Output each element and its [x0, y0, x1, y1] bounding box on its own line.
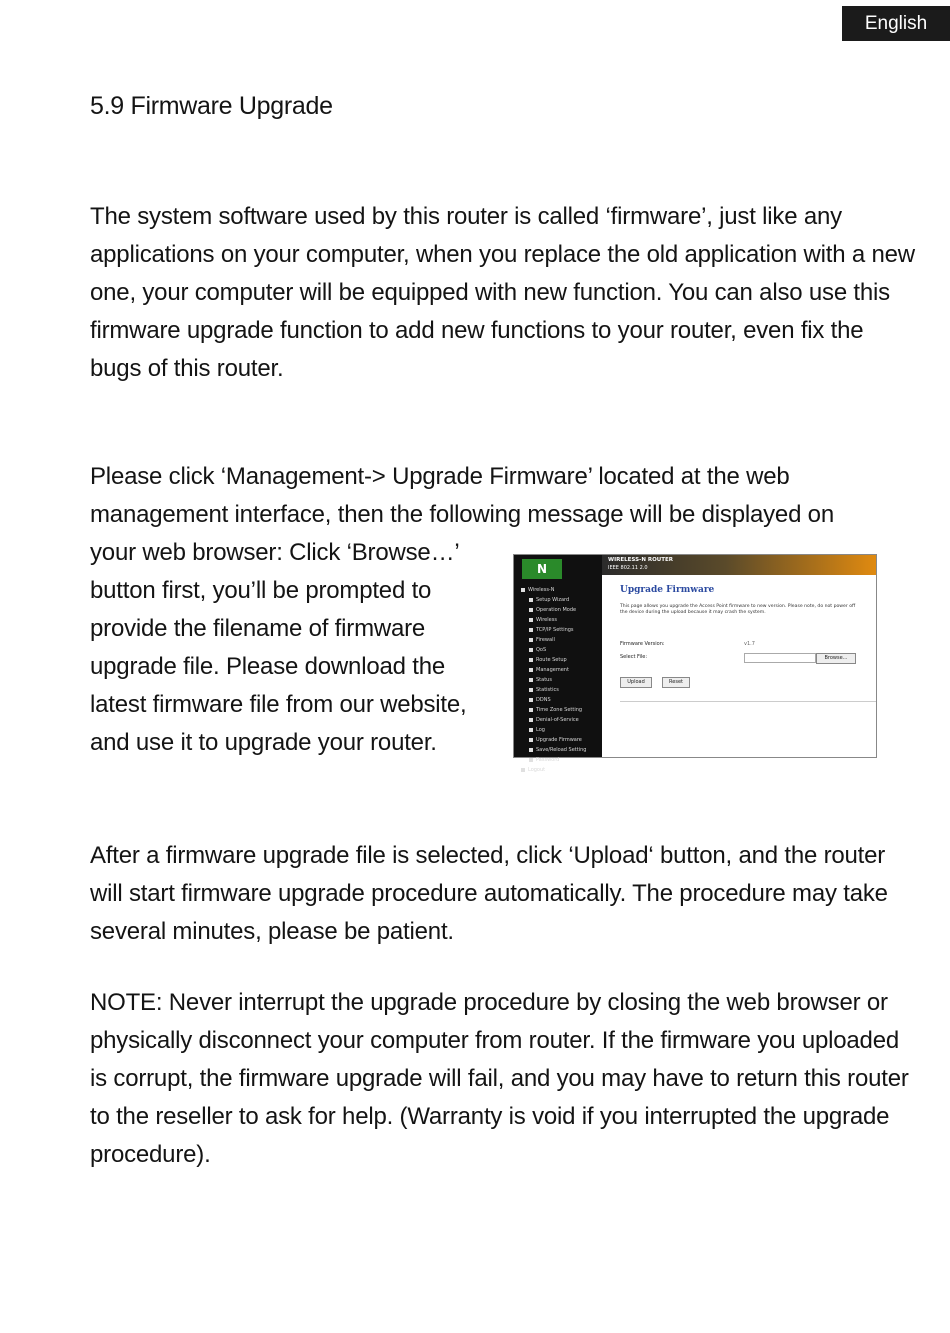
upgrade-firmware-screenshot — [513, 554, 877, 773]
screenshot-menu-item: Statistics — [520, 685, 602, 695]
screenshot-menu-item: Logout — [520, 765, 602, 775]
screenshot-menu-item: Log — [520, 725, 602, 735]
router-logo: N — [522, 559, 562, 579]
screenshot-menu-item: TCP/IP Settings — [520, 625, 602, 635]
header-subtitle: IEEE 802.11 2.0 — [608, 565, 648, 571]
screenshot-menu-item: Save/Reload Setting — [520, 745, 602, 755]
screenshot-menu-item: Firewall — [520, 635, 602, 645]
screenshot-page-title: Upgrade Firmware — [620, 585, 715, 595]
screenshot-menu-item: Setup Wizard — [520, 595, 602, 605]
note-paragraph: NOTE: Never interrupt the upgrade procedure by closing the web browser or physically disconnect your computer from router. If the firmware you uploaded is corrupt, the firmware upgrade will fail, and you may have to return this router to the reseller to ask for help. (Warranty is void if you interrupted the upgrade procedure). — [90, 989, 909, 1168]
screenshot-menu-item: Route Setup — [520, 655, 602, 665]
screenshot-menu-item: DDNS — [520, 695, 602, 705]
screenshot-menu-item: QoS — [520, 645, 602, 655]
upload-paragraph: After a firmware upgrade file is selected, click ‘Upload‘ button, and the router will start firmware upgrade procedure automatically. The procedure may take several minutes, please be patient. — [90, 842, 888, 945]
browse-button: Browse... — [816, 653, 856, 664]
language-badge: English — [842, 6, 950, 41]
screenshot-menu-item: Upgrade Firmware — [520, 735, 602, 745]
select-file-label: Select File: — [620, 654, 648, 660]
firmware-version-value: v1.7 — [744, 641, 755, 647]
screenshot-menu-item: Management — [520, 665, 602, 675]
screenshot-menu-item: Wireless-N — [520, 585, 602, 595]
screenshot-menu-item: Wireless — [520, 615, 602, 625]
reset-button: Reset — [662, 677, 690, 688]
screenshot-description: This page allows you upgrade the Access Point firmware to new version. Please note, do not power off the device during the upload because it may crash the system. — [620, 604, 856, 615]
instruction-paragraph-continued: your web browser: Click ‘Browse…’ button first, you’ll be prompted to provide the filename of firmware upgrade file. Please download the latest firmware file from our website, and use it to upgrade your router. — [90, 539, 467, 756]
screenshot-menu-item: Time Zone Setting — [520, 705, 602, 715]
upload-button: Upload — [620, 677, 652, 688]
intro-paragraph: The system software used by this router is called ‘firmware’, just like any applications on your computer, when you replace the old application with a new one, your computer will be equipped with new function. You can also use this firmware upgrade function to add new functions to your router, even fix the bugs of this router. — [90, 203, 915, 382]
instruction-paragraph: Please click ‘Management-> Upgrade Firmware’ located at the web management interface, then the following message will be displayed on — [90, 463, 834, 528]
screenshot-header — [602, 555, 876, 575]
file-path-field — [744, 653, 816, 663]
screenshot-menu-item: Denial-of-Service — [520, 715, 602, 725]
screenshot-divider — [620, 701, 876, 702]
screenshot-menu-item: Status — [520, 675, 602, 685]
screenshot-menu-item: Operation Mode — [520, 605, 602, 615]
firmware-version-label: Firmware Version: — [620, 641, 665, 647]
screenshot-menu-item: Password — [520, 755, 602, 765]
screenshot-menu — [520, 585, 602, 775]
section-title: 5.9 Firmware Upgrade — [90, 92, 333, 120]
header-title: WIRELESS-N ROUTER — [608, 557, 673, 563]
